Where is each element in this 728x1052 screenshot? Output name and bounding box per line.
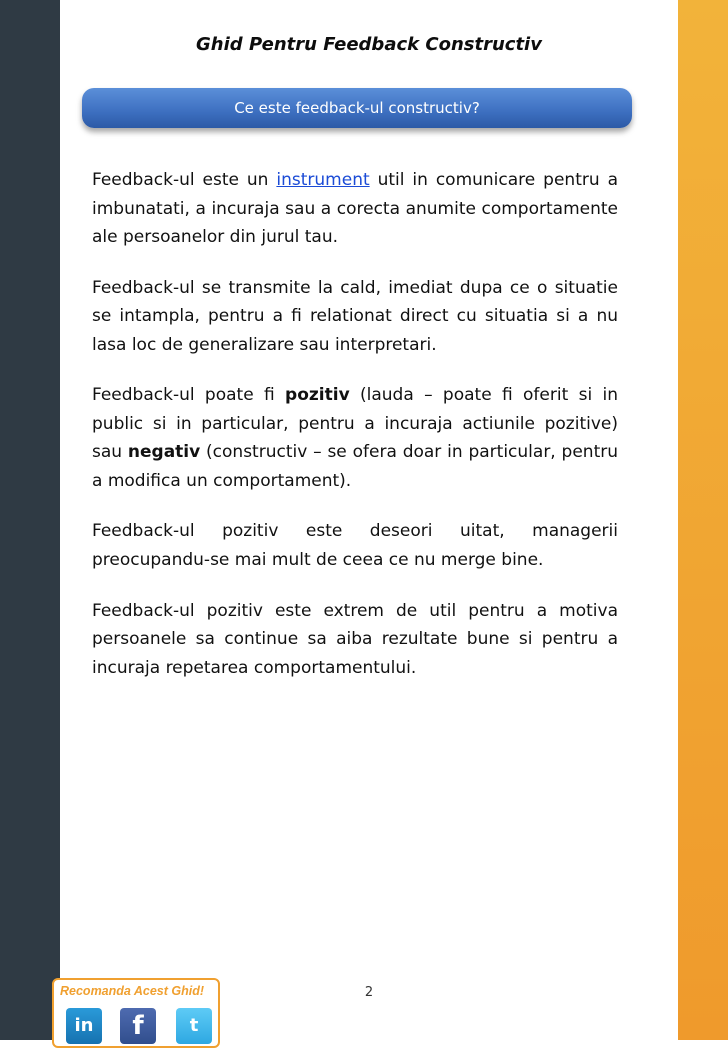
recommend-label: Recomanda Acest Ghid! [60, 984, 205, 998]
section-header: Ce este feedback-ul constructiv? [82, 88, 632, 128]
negativ-bold: negativ [127, 442, 201, 463]
paragraph-3-text-c: (constructiv – se ofera doar in particular, pentru a modifica un comportament). [92, 442, 619, 491]
document-title: Ghid Pentru Feedback Constructiv [196, 34, 542, 55]
twitter-icon[interactable]: t [176, 1008, 212, 1044]
paragraph-1-text-b: util in comunicare pentru a imbunatati, a incuraja sau a corecta anumite comportamente ale persoanelor din jurul tau. [92, 170, 618, 248]
linkedin-icon[interactable]: in [66, 1008, 102, 1044]
recommend-guide-box [52, 978, 220, 1048]
paragraph-2: Feedback-ul se transmite la cald, imediat dupa ce o situatie se intampla, pentru a fi relationat direct cu situatia si a nu lasa loc de generalizare sau interpretari. [92, 277, 618, 355]
pozitiv-bold: pozitiv [285, 385, 350, 406]
page-number: 2 [364, 985, 374, 1000]
paragraph-1 [92, 166, 618, 252]
paragraph-3-text-b: (lauda – poate fi oferit si in public si in particular, pentru a incuraja actiunile pozitive) sau [92, 385, 618, 463]
document-page [60, 0, 678, 1040]
paragraph-1-text-a: Feedback-ul este un [92, 170, 277, 190]
document-body [92, 166, 618, 704]
paragraph-3-text-a: Feedback-ul poate fi [92, 385, 286, 406]
right-decorative-bar [678, 0, 728, 1040]
facebook-icon[interactable]: f [120, 1008, 156, 1044]
paragraph-4: Feedback-ul pozitiv este deseori uitat, managerii preocupandu-se mai mult de ceea ce nu merge bine. [92, 521, 618, 571]
left-decorative-bar [0, 0, 60, 1040]
instrument-link[interactable]: instrument [276, 170, 370, 190]
paragraph-3 [92, 381, 618, 495]
paragraph-5: Feedback-ul pozitiv este extrem de util pentru a motiva persoanele sa continue sa aiba rezultate bune si pentru a incuraja repetarea comportamentului. [92, 600, 618, 678]
